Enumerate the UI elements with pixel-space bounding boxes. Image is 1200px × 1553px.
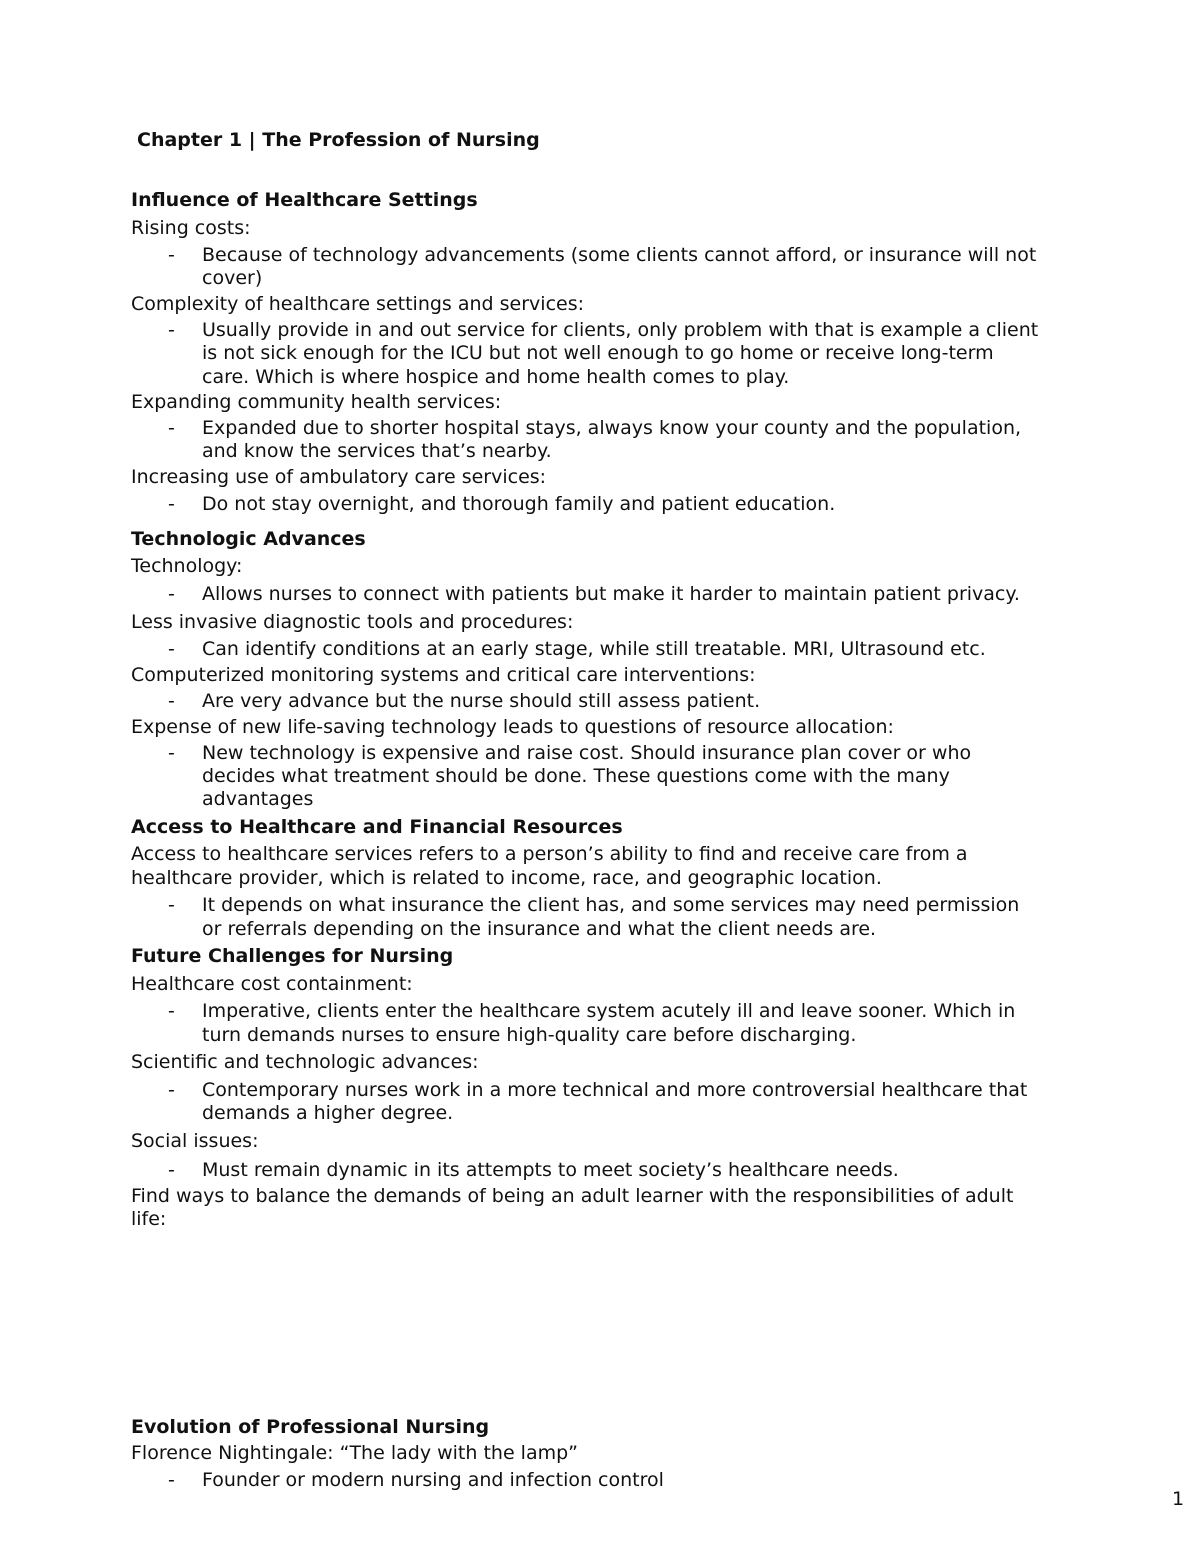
bullet-dash: - [168, 894, 175, 916]
bullet-text: Because of technology advancements (some clients cannot afford, or insurance will not [202, 244, 1037, 266]
section-heading-access: Access to Healthcare and Financial Resources [131, 816, 623, 838]
bullet-text: Contemporary nurses work in a more technical and more controversial healthcare that [202, 1079, 1028, 1101]
bullet-text: Do not stay overnight, and thorough family and patient education. [202, 493, 836, 515]
bullet-text: turn demands nurses to ensure high-quality care before discharging. [202, 1024, 857, 1046]
bullet-dash: - [168, 638, 175, 660]
section-heading-future-challenges: Future Challenges for Nursing [131, 945, 454, 967]
bullet-text: and know the services that’s nearby. [202, 440, 552, 462]
subheading-cost-containment: Healthcare cost containment: [131, 973, 413, 995]
bullet-text: Founder or modern nursing and infection control [202, 1469, 664, 1491]
bullet-text: or referrals depending on the insurance and what the client needs are. [202, 918, 877, 940]
bullet-dash: - [168, 1469, 175, 1491]
bullet-text: demands a higher degree. [202, 1102, 454, 1124]
bullet-text: Can identify conditions at an early stage, while still treatable. MRI, Ultrasound etc. [202, 638, 986, 660]
bullet-dash: - [168, 742, 175, 764]
subheading-social: Social issues: [131, 1130, 259, 1152]
paragraph-line: Find ways to balance the demands of being an adult learner with the responsibilities of adult [131, 1185, 1014, 1207]
subheading-ambulatory: Increasing use of ambulatory care services: [131, 466, 547, 488]
bullet-dash: - [168, 493, 175, 515]
subheading-florence: Florence Nightingale: “The lady with the lamp” [131, 1442, 579, 1464]
bullet-dash: - [168, 244, 175, 266]
bullet-text: Expanded due to shorter hospital stays, always know your county and the population, [202, 417, 1022, 439]
subheading-rising-costs: Rising costs: [131, 217, 251, 239]
bullet-dash: - [168, 1079, 175, 1101]
bullet-dash: - [168, 319, 175, 341]
page-title: Chapter 1 | The Profession of Nursing [137, 129, 540, 151]
bullet-text: Usually provide in and out service for clients, only problem with that is example a client [202, 319, 1039, 341]
subheading-expense: Expense of new life-saving technology leads to questions of resource allocation: [131, 716, 894, 738]
paragraph-line: Access to healthcare services refers to a person’s ability to find and receive care from a [131, 843, 968, 865]
bullet-text: New technology is expensive and raise cost. Should insurance plan cover or who [202, 742, 972, 764]
bullet-text: Allows nurses to connect with patients but make it harder to maintain patient privacy. [202, 583, 1020, 605]
bullet-text: care. Which is where hospice and home health comes to play. [202, 366, 790, 388]
bullet-dash: - [168, 1159, 175, 1181]
subheading-less-invasive: Less invasive diagnostic tools and procedures: [131, 611, 574, 633]
subheading-computerized: Computerized monitoring systems and critical care interventions: [131, 664, 756, 686]
section-heading-healthcare-settings: Influence of Healthcare Settings [131, 189, 478, 211]
subheading-complexity: Complexity of healthcare settings and services: [131, 293, 585, 315]
section-heading-technologic-advances: Technologic Advances [131, 528, 366, 550]
subheading-technology: Technology: [131, 555, 243, 577]
bullet-dash: - [168, 583, 175, 605]
paragraph-line: life: [131, 1208, 167, 1230]
section-heading-evolution: Evolution of Professional Nursing [131, 1416, 490, 1438]
bullet-text: It depends on what insurance the client has, and some services may need permission [202, 894, 1020, 916]
bullet-dash: - [168, 417, 175, 439]
subheading-expanding: Expanding community health services: [131, 391, 502, 413]
bullet-dash: - [168, 690, 175, 712]
subheading-scientific: Scientific and technologic advances: [131, 1051, 479, 1073]
bullet-text: Imperative, clients enter the healthcare system acutely ill and leave sooner. Which in [202, 1000, 1016, 1022]
bullet-text: Are very advance but the nurse should still assess patient. [202, 690, 761, 712]
bullet-text: decides what treatment should be done. These questions come with the many [202, 765, 950, 787]
bullet-text: cover) [202, 267, 263, 289]
paragraph-line: healthcare provider, which is related to income, race, and geographic location. [131, 867, 882, 889]
bullet-text: advantages [202, 788, 314, 810]
bullet-text: Must remain dynamic in its attempts to meet society’s healthcare needs. [202, 1159, 899, 1181]
bullet-text: is not sick enough for the ICU but not well enough to go home or receive long-term [202, 342, 994, 364]
bullet-dash: - [168, 1000, 175, 1022]
page-number: 1 [1172, 1488, 1185, 1510]
